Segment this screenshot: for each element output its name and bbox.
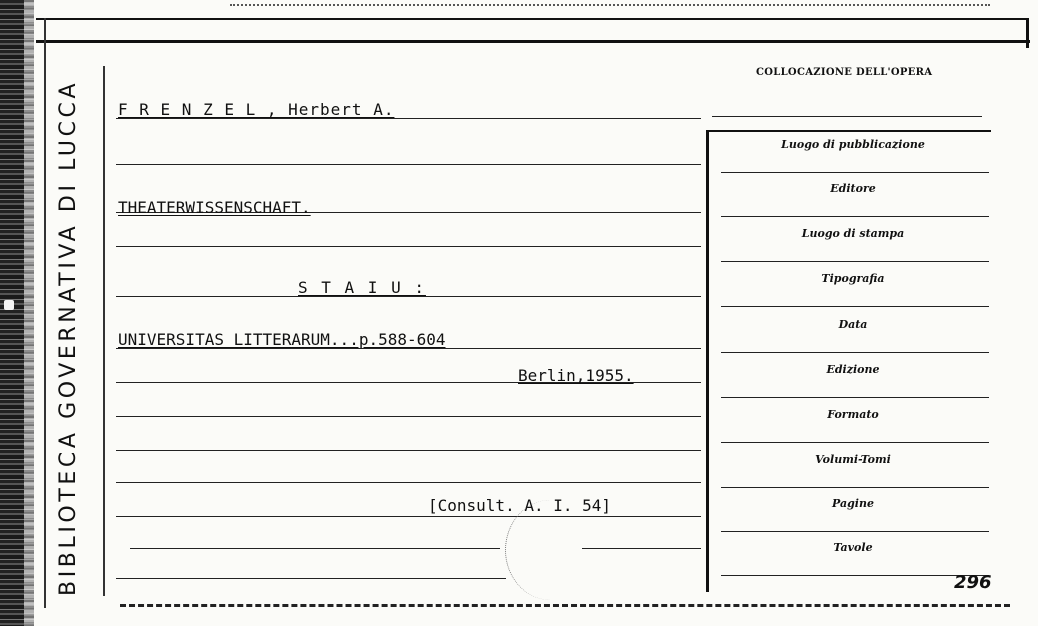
field-label: Tipografia: [821, 272, 885, 285]
field-line: [721, 397, 989, 398]
field-tavole: [709, 535, 991, 581]
left-frame-rule: [44, 18, 46, 608]
field-line: [721, 442, 989, 443]
subject-heading: THEATERWISSENSCHAFT.: [118, 198, 311, 217]
field-label: Tavole: [833, 541, 873, 554]
collocazione-rule: [712, 116, 982, 117]
field-data: [709, 312, 991, 358]
ruled-line: [116, 578, 506, 579]
field-label: Data: [838, 318, 868, 331]
field-tipografia: [709, 266, 991, 312]
bottom-border-rule: [120, 604, 1010, 607]
field-pagine: [709, 491, 991, 537]
field-label: Edizione: [826, 363, 880, 376]
field-label: Luogo di stampa: [801, 227, 905, 240]
stamp-mark: [505, 500, 596, 600]
field-line: [721, 216, 989, 217]
field-line: [721, 352, 989, 353]
collocazione-heading: COLLOCAZIONE DELL'OPERA: [756, 67, 933, 78]
card-number: 296: [954, 572, 992, 593]
field-label: Editore: [830, 182, 876, 195]
field-edizione: [709, 357, 991, 403]
field-luogo-stampa: [709, 221, 991, 267]
field-line: [721, 306, 989, 307]
field-label: Pagine: [832, 497, 874, 510]
publication-info-box: [706, 130, 991, 592]
field-editore: [709, 176, 991, 222]
field-line: [721, 487, 989, 488]
field-label: Volumi-Tomi: [815, 453, 891, 466]
location-code: S T A I U :: [298, 278, 426, 297]
top-border-rule: [36, 18, 1026, 20]
field-volumi-tomi: [709, 447, 991, 493]
punch-mark: [4, 300, 14, 310]
place-and-date: Berlin,1955.: [518, 366, 634, 385]
field-line: [721, 261, 989, 262]
top-border-rule-double: [36, 40, 1030, 43]
field-formato: [709, 402, 991, 448]
content-left-rule: [103, 66, 105, 596]
ruled-line: [116, 164, 701, 165]
field-luogo-pubblicazione: [709, 132, 991, 178]
source-title: UNIVERSITAS LITTERARUM...p.588-604: [118, 330, 446, 349]
author-name: F R E N Z E L , Herbert A.: [118, 100, 395, 119]
ruled-line: [116, 516, 701, 517]
field-line: [721, 575, 989, 576]
scan-edge: [0, 0, 34, 626]
field-label: Luogo di pubblicazione: [781, 138, 925, 151]
field-label: Formato: [827, 408, 879, 421]
right-frame-mark: [1026, 18, 1029, 48]
field-line: [721, 531, 989, 532]
top-dotted-line: [230, 4, 990, 6]
ruled-line: [582, 548, 701, 549]
library-title: BIBLIOTECA GOVERNATIVA DI LUCCA: [56, 79, 81, 596]
field-line: [721, 172, 989, 173]
ruled-line: [130, 548, 500, 549]
call-number: [Consult. A. I. 54]: [428, 496, 612, 515]
ruled-line: [116, 482, 701, 483]
ruled-line: [116, 450, 701, 451]
ruled-line: [116, 416, 701, 417]
ruled-line: [116, 246, 701, 247]
